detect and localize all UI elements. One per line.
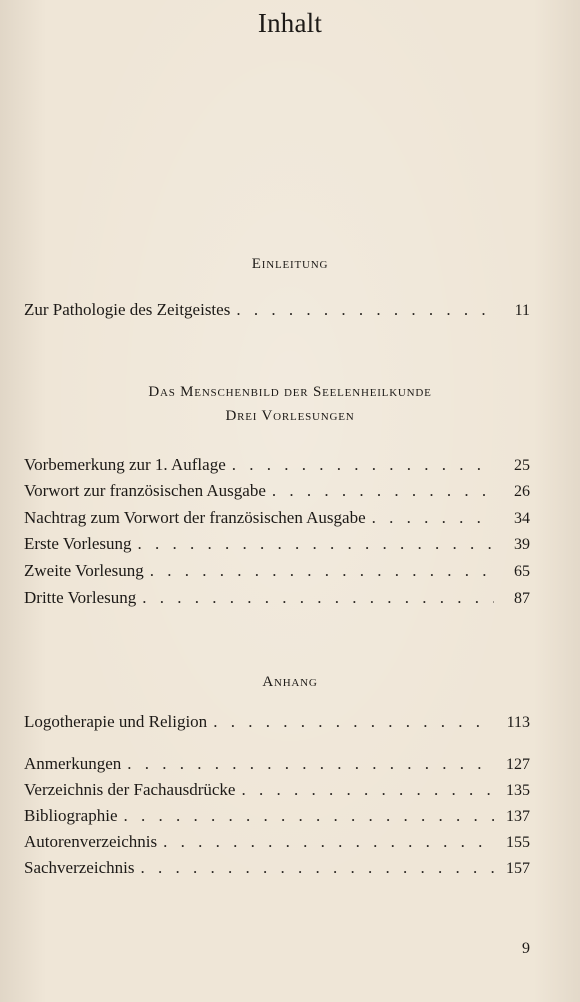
toc-entry-label: Zur Pathologie des Zeitgeistes [24,300,231,319]
toc-entry-page: 135 [506,782,530,799]
toc-entry-page: 157 [506,860,530,877]
dot-leader [232,455,494,475]
toc-entry-page: 65 [514,563,530,580]
section-heading-einleitung: Einleitung [251,256,329,272]
toc-entry-label: Nachtrag zum Vorwort der französischen Ausgabe [24,508,366,527]
toc-entry-page: 34 [514,510,530,527]
toc-entry-page: 87 [514,590,530,607]
dot-leader [138,534,494,554]
toc-entry [24,832,530,856]
page-title: Inhalt [257,8,323,38]
toc-entry-page: 26 [514,483,530,500]
toc-entry [24,712,530,736]
page-number: 9 [522,940,530,957]
toc-entry-label: Erste Vorlesung [24,534,132,553]
dot-leader [372,508,494,528]
toc-entry-page: 113 [506,714,530,731]
toc-entry [24,780,530,804]
dot-leader [241,780,494,800]
toc-entry [24,481,530,505]
toc-entry-page: 137 [506,808,530,825]
toc-entry [24,300,530,324]
toc-entry-page: 39 [514,536,530,553]
dot-leader [142,588,494,608]
toc-entry-label: Zweite Vorlesung [24,561,144,580]
toc-entry-page: 155 [506,834,530,851]
toc-entry [24,858,530,882]
toc-entry [24,561,530,585]
toc-entry-label: Dritte Vorlesung [24,588,137,607]
toc-entry-label: Verzeichnis der Fachausdrücke [24,780,236,799]
toc-entry [24,754,530,778]
toc-entry-label: Autorenverzeichnis [24,832,158,851]
dot-leader [236,300,494,320]
toc-entry-page: 11 [514,302,530,319]
toc-entry-label: Sachverzeichnis [24,858,135,877]
dot-leader [127,754,494,774]
toc-entry-label: Bibliographie [24,806,118,825]
section-heading-anhang: Anhang [262,674,318,690]
dot-leader [140,858,494,878]
toc-entry-label: Anmerkungen [24,754,122,773]
toc-entry-page: 127 [506,756,530,773]
dot-leader [150,561,494,581]
toc-entry [24,588,530,612]
toc-entry [24,806,530,830]
dot-leader [123,806,494,826]
dot-leader [272,481,494,501]
dot-leader [213,712,494,732]
toc-entry [24,534,530,558]
section-subheading: Drei Vorlesungen [225,408,355,424]
dot-leader [163,832,494,852]
section-heading-menschenbild: Das Menschenbild der Seelenheilkunde [148,384,432,400]
toc-entry-label: Logotherapie und Religion [24,712,208,731]
toc-entry [24,508,530,532]
toc-entry-label: Vorwort zur französischen Ausgabe [24,481,266,500]
toc-entry [24,455,530,479]
toc-entry-label: Vorbemerkung zur 1. Auflage [24,455,226,474]
toc-entry-page: 25 [514,457,530,474]
